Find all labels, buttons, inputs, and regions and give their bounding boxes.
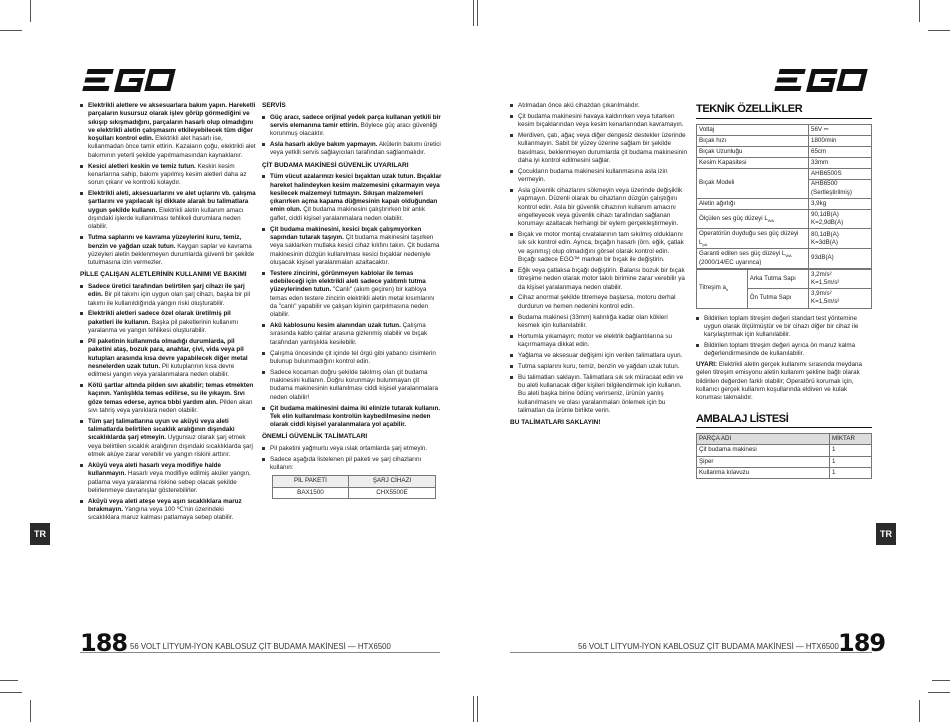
packing-list-table xyxy=(696,433,872,479)
table-header: PİL PAKETİ xyxy=(273,476,349,487)
list-item-text: Bir pil takımı için uygun olan şarj cihazı, başka bir pil takımı ile kullanıldığında yangın riski oluşturabilir. xyxy=(88,291,251,307)
list-item xyxy=(80,163,256,188)
list-item xyxy=(262,141,442,158)
list-item-text: Sadece kocaman doğru şekilde takılmış olan çit budama makinesini kullanın. Doğru korunmayı bulunmayan çit budama makinesinin kullanılması ciddi kişisel yaralanmalara neden olabilir! xyxy=(270,368,438,401)
list-item-bold: Aküyü veya aleti hasarlı veya modifiye halde kullanmayın. xyxy=(88,461,221,478)
right-column-2 xyxy=(696,102,872,479)
list-item-text: Akülerin bakımı üretici veya yetkili servis sağlayıcıları tarafından sağlanmalıdır. xyxy=(270,141,441,157)
list-item-text: Çit budama makinesini çalıştırırken bir anlık gaflet, ciddi kişisel yaralanmalara neden olabilir. xyxy=(270,206,426,222)
list-item-bold: Çit budama makinesini daima iki elinizle tutarak kullanın. Tek elin kullanılması kontrolün kaybedilmesine neden olarak ciddi kişisel yaralanmalara yol açabilir. xyxy=(270,404,441,429)
list-item xyxy=(80,382,256,415)
vibration-value xyxy=(809,269,872,288)
spec-value: 1800/min xyxy=(809,135,872,146)
list-item xyxy=(80,338,256,379)
list-item: Cihaz anormal şekilde titremeye başlarsa, motoru derhal durdurun ve hemen nedenini kontrol edin. xyxy=(510,294,688,311)
list-item-text: Elektrikli alet hasarlı ise, kullanmadan önce tamir ettirin. Kazaların çoğu, elektrikli alet bakımının yeterli şekilde yapılmamasından kaynaklanır. xyxy=(88,135,256,159)
left-column-2 xyxy=(262,102,442,499)
spec-subscript: WA xyxy=(767,218,775,224)
list-item xyxy=(262,369,442,402)
list-item: Bildirilen toplam titreşim değeri standart test yöntemine uygun olarak ölçülmüştür ve bir cihazı diğer bir cihaz ile karşılaştırmak için kullanılabilir. xyxy=(696,315,872,340)
list-item-text: "Canlı" (akım geçiren) bir kabloya temas eden testere zincirin elektrikli aletin metal kısımlarını da "canlı" yapabilir ve çalışan kişinin çarpılmasına neden olabilir. xyxy=(270,286,435,319)
list-item xyxy=(262,456,442,473)
spec-value: 93dB(A) xyxy=(809,249,872,269)
list-item-bold: Elektrikli aleti, aksesuarlarını ve alet uçlarını vb. çalışma şartlarını ve yapılacak işi dikkate alarak bu talimatlara uygun şekilde kullanın. xyxy=(88,190,256,214)
list-item-bold: Elektrikli aletlere ve aksesuarlara bakım yapın. Hareketli parçaların kusursuz olarak işlev görüp görmediğini ve sıkışıp sıkışmadığını, parçaların hasarlı olup olmadığını ve elektrikli aletin çalışmasını etkileyebilecek tüm diğer koşulları kontrol edin. xyxy=(88,102,256,143)
vibration-table xyxy=(696,269,872,309)
spec-value xyxy=(809,210,872,229)
spec-label: Kesim Kapasitesi xyxy=(697,158,809,169)
warning-text: Elektrikli aletin gerçek kullanımı sırasında meydana gelen titreşim emisyonu aletin kullanım şekline bağlı olarak bildirilen değerden farklı olabilir; Operatörü korumak için, kullanıcı gerçek kullanım koşullarında eldiven ve kulak koruması takmalıdır. xyxy=(696,361,863,402)
spec-label: Aletin ağırlığı xyxy=(697,198,809,209)
list-item-bold: Tutma saplarını ve kavrama yüzeylerini kuru, temiz, benzin ve yağdan uzak tutun. xyxy=(88,234,242,250)
spec-label-text: Operatörün duyduğu ses güç düzeyi L xyxy=(699,230,799,246)
spec-label xyxy=(697,210,809,229)
table-header: ŞARJ CİHAZI xyxy=(348,476,435,487)
list-item-text: Pilden akan sıvı tahriş veya yanıklara neden olabilir. xyxy=(88,398,253,414)
spec-value-line: AHB6500S xyxy=(809,169,871,180)
packing-list-title: AMBALAJ LİSTESİ xyxy=(696,412,872,429)
spec-label xyxy=(697,229,809,249)
list-item xyxy=(80,190,256,231)
list-item xyxy=(262,226,442,267)
table-cell: 1 xyxy=(830,467,872,478)
list-item-text: Kaygan saplar ve kavrama yüzeyleri aletin beklenmeyen durumlarda güvenli bir şekilde tutulmasına izin vermezler. xyxy=(88,242,255,267)
specs-title: TEKNİK ÖZELLİKLER xyxy=(696,102,872,119)
spec-subscript: pA xyxy=(702,241,708,247)
vibration-value-line: 3,9m/s² xyxy=(811,290,832,298)
spec-label xyxy=(697,249,809,269)
spec-label: Bıçak Modeli xyxy=(697,169,809,199)
list-item xyxy=(80,310,256,335)
list-item: Bildirilen toplam titreşim değeri ayrıca ön maruz kalma değerlendirmesinde de kullanılabilir. xyxy=(696,342,872,359)
table-cell: Çit budama makinesi xyxy=(697,445,830,456)
list-item-text: Çit budama makinesini taşırken veya saklarken mutlaka kesici cihaz kılıfını takın. Çit budama makinesinin düzgün kullanılması kesici bıçaklar nedeniyle oluşacak kişisel yaralanmaları azaltacaktır. xyxy=(270,233,440,266)
section-heading-important-safety: ÖNEMLİ GÜVENLİK TALİMATLARI xyxy=(262,433,368,441)
list-item-text: Pil kutuplarının kısa devre edilmesi yangın veya yaralanmalara neden olabilir. xyxy=(88,362,235,379)
list-item-text: Sadece aşağıda listelenen pil paketi ve şarj cihazlarını kullanın: xyxy=(270,455,422,472)
vibration-value-line: K=1,5m/s² xyxy=(811,278,840,286)
list-item xyxy=(80,102,256,160)
list-item-text: Elektrikli aletin kullanım amacı dışındaki işlerde kullanılması tehlikeli durumlara neden olabilir. xyxy=(88,206,244,231)
language-tab-left: TR xyxy=(30,523,50,545)
list-item-bold: Elektrikli aletleri sadece özel olarak üretilmiş pil paketleri ile kullanın. xyxy=(88,310,231,326)
list-item: Yağlama ve aksesuar değişimi için verilen talimatlara uyun. xyxy=(510,352,688,360)
vibration-value-line: 3,2m/s² xyxy=(811,270,832,278)
list-item xyxy=(262,114,442,139)
vibration-subscript: h xyxy=(725,287,729,293)
page-number-right: 189 xyxy=(838,629,886,657)
section-heading-hedge-trimmer-warnings: ÇİT BUDAMA MAKİNESİ GÜVENLİK UYARILARI xyxy=(262,161,409,169)
list-item-text: Çalışma sırasında kablo çalılar arasına gizlenmiş olabilir ve bıçak tarafından yanlışlıkla kesilebilir. xyxy=(270,322,428,346)
table-cell: Kullanma kılavuzu xyxy=(697,467,830,478)
list-item: Asla güvenlik cihazlarını sökmeyin veya üzerinde değişiklik yapmayın. Düzenli olarak bu cihazların düzgün çalıştığını kontrol edin. Asla bir güvenlik cihazının kullanım amacını engelleyecek veya güvenlik cihazı tarafından sağlanan korumayı azaltacak herhangi bir eylem gerçekleştirmeyin. xyxy=(510,187,688,228)
list-item xyxy=(80,498,256,523)
list-item-bold: Çit budama makinesini, kesici bıçak çalışmıyorken sapından tutarak taşıyın. xyxy=(270,225,422,241)
spec-subscript: WA xyxy=(785,253,792,259)
footer-rule-left xyxy=(80,652,440,653)
spec-label: Voltaj xyxy=(697,124,809,135)
list-item: Çocukların budama makinesini kullanmasına asla izin vermeyin. xyxy=(510,168,688,185)
list-item-bold: Tüm şarj talimatlarına uyun ve aküyü veya aleti talimatlarda belirtilen sıcaklık aralığının dışındaki sıcaklıklarda şarj etmeyin. xyxy=(88,417,235,442)
list-item-text: Böylece güç aracı güvenliği korunmuş olacaktır. xyxy=(270,121,438,138)
spec-label-extra: (2000/14/EC uyarınca) xyxy=(699,258,762,266)
list-item-bold: Asla hasarlı aküye bakım yapmayın. xyxy=(270,141,378,149)
list-item-text: Hasarlı veya modifiye edilmiş aküler yangın, patlama veya yaralanma riskine sebep olacak şekilde belirlenmeye davranışlar gösterebilirler. xyxy=(88,470,251,494)
table-cell: 1 xyxy=(830,456,872,467)
table-cell: 1 xyxy=(830,445,872,456)
list-item-bold: Aküyü veya aleti ateşe veya aşırı sıcaklıklara maruz bırakmayın. xyxy=(88,497,242,513)
ego-logo xyxy=(80,68,176,92)
list-item xyxy=(262,322,442,347)
footer-rule-right xyxy=(510,652,872,653)
list-item-bold: Kötü şartlar altında pilden sıvı akabilir; temas etmekten kaçının. Yanlışlıkla temas edilirse, su ile yıkayın. Sıvı göze temas ederse, ayrıca tıbbi yardım alın. xyxy=(88,382,254,406)
spec-value-line: AHB6500 (Sertleştirilmiş) xyxy=(811,180,852,196)
vibration-value-line: K=1,5m/s² xyxy=(811,298,840,306)
save-instructions-heading: BU TALİMATLARI SAKLAYIN! xyxy=(510,419,601,427)
table-header: MİKTAR xyxy=(830,434,872,445)
list-item xyxy=(80,462,256,495)
list-item xyxy=(262,270,442,320)
list-item-text: Başka pil paketlerinin kullanımı yaralanma ve yangın tehlikesi oluşturabilir. xyxy=(88,318,239,335)
vibration-handle: Ön Tutma Sapı xyxy=(747,289,808,308)
list-item-text: Uygunsuz olarak şarj etmek veya belirtilen sıcaklık aralığının dışındaki sıcaklıklarda şarj etmek aküye zarar verebilir ve yangın riskini arttırır. xyxy=(88,434,253,459)
list-item xyxy=(80,418,256,459)
table-cell: Şiper xyxy=(697,456,830,467)
list-item: Hortumla yıkamayın; motor ve elektrik bağlantılarına su kaçırmamaya dikkat edin. xyxy=(510,333,688,350)
list-item-bold: Tüm vücut azalarınızı kesici bıçaktan uzak tutun. Bıçaklar hareket halindeyken kesim malzemesini çıkarmayın veya kesilecek malzemeyi tutmayın. Sıkışan malzemeleri çıkarırken açma kapama düğmesinin kapalı olduğundan emin olun. xyxy=(270,173,442,214)
spec-label: Bıçak hızı xyxy=(697,135,809,146)
list-item: Atılmadan önce akü cihazdan çıkarılmalıdır. xyxy=(510,102,688,110)
list-item-bold: Pil paketinin kullanımda olmadığı durumlarda, pil paketini ataş, bozuk para, anahtar, çivi, vida veya pil kutupları arasında kısa devre yapabilecek diğer metal nesnelerden uzak tutun. xyxy=(88,337,248,370)
vibration-label xyxy=(697,269,748,308)
warning-paragraph xyxy=(696,361,872,402)
spec-value-line: K=3dB(A) xyxy=(811,238,838,246)
list-item xyxy=(262,173,442,223)
list-item: Budama makinesi (33mm) kalınlığa kadar olan kökleri kesmek için kullanılabilir. xyxy=(510,314,688,331)
footer-right: 56 VOLT LİTYUM-İYON KABLOSUZ ÇİT BUDAMA MAKİNESİ — HTX6500 xyxy=(578,642,839,651)
list-item-bold: Akü kablosunu kesim alanından uzak tutun. xyxy=(270,322,401,330)
left-column-1 xyxy=(80,102,256,525)
vibration-label-text: Titreşim a xyxy=(699,284,726,292)
language-tab-right: TR xyxy=(876,523,896,545)
list-item xyxy=(262,445,442,453)
spec-value: 65cm xyxy=(809,146,872,157)
spec-label-text: Ölçülen ses güç düzeyi L xyxy=(699,214,768,222)
list-item: Bu talimatları saklayın. Talimatlara sık sık müracaat edin ve bu aleti kullanacak diğer kişileri bilgilendirmek için kullanın. Bu aleti başka birine ödünç verirseniz, ürünün yanlış kullanılmasını ve olası yaralanmaları önlemek için bu talimatları da ürünle birlikte verin. xyxy=(510,374,688,415)
list-item: Tutma saplarını kuru, temiz, benzin ve yağdan uzak tutun. xyxy=(510,363,688,371)
spec-value: 56V ⎓ xyxy=(809,124,872,135)
list-item-text: Yangına veya 100 ℃'nin üzerindeki sıcaklıklara maruz kalması patlamaya sebep olabilir. xyxy=(88,505,234,522)
spec-value: 33mm xyxy=(809,158,872,169)
warning-label: UYARI: xyxy=(696,361,718,369)
list-item-bold: Güç aracı, sadece orijinal yedek parça kullanan yetkili bir servis elemanına tamir ettirin. xyxy=(270,113,441,129)
list-item-text: Keskin kesim kenarlarına sahip, bakımı yapılmış kesim aletleri daha az sorun çıkarır ve kontrolü kolaydır. xyxy=(88,162,247,187)
right-column-1 xyxy=(510,102,688,431)
spec-value xyxy=(809,229,872,249)
table-cell: CHX5500E xyxy=(348,487,435,498)
spec-value-line: K=2,9dB(A) xyxy=(811,219,844,227)
spec-value xyxy=(809,169,872,199)
list-item-bold: Testere zincirini, görünmeyen kablolar ile temas edebileceği için elektrikli aleti sadece yalıtımlı tutma yüzeylerinden tutun. xyxy=(270,269,426,294)
specs-table xyxy=(696,124,872,269)
list-item: Eğik veya çatlaksa bıçağı değiştirin. Balansı bozuk bir bıçak titreşime neden olarak motor takılı birimine zarar verebilir ya da kişisel yaralanmaya neden olabilir. xyxy=(510,267,688,292)
list-item: Merdiven, çatı, ağaç veya diğer dengesiz destekler üzerinde kullanmayın. Sabit bir yüzey üzerine sağlam bir şekilde basılması, beklenmeyen durumlarda çit budama makinesinin daha iyi kontrol edilmesini sağlar. xyxy=(510,132,688,165)
ego-logo xyxy=(772,68,868,92)
list-item xyxy=(80,234,256,267)
list-item-text: Pil paketini yağmurlu veya ıslak ortamlarda şarj etmeyin. xyxy=(270,444,428,452)
battery-charger-table xyxy=(272,475,436,499)
list-item: Çit budama makinesini havaya kaldırırken veya tutarken kesim bıçaklarından veya kesim kenarlarından kavramayın. xyxy=(510,113,688,130)
page-number-left: 188 xyxy=(80,629,128,657)
vibration-value xyxy=(809,289,872,308)
spec-value-line: 80,1dB(A) xyxy=(811,230,839,238)
list-item-text: Çalışma öncesinde çit içinde tel örgü gibi yabancı cisimlerin bulunup bulunmadığını kontrol edin. xyxy=(270,349,436,365)
section-heading-battery: PİLLE ÇALIŞAN ALETLERİNİN KULLANIMI VE BAKIMI xyxy=(80,271,247,279)
spec-label: Bıçak Uzunluğu xyxy=(697,146,809,157)
list-item: Bıçak ve motor montaj cıvatalarının tam sıkılmış olduklarını sık sık kontrol edin. Ayrıca, bıçağın hasarlı (örn. eğik, çatlak ve aşınmış) olup olmadığını görsel olarak kontrol edin. Bıçağı sadece EGO™ markalı bir bıçak ile değiştirin. xyxy=(510,231,688,264)
spec-label-text: Garanti edilen ses güç düzeyi L xyxy=(699,250,786,258)
table-header: PARÇA ADI xyxy=(697,434,830,445)
spec-value-line: 90,1dB(A) xyxy=(811,211,839,219)
list-item xyxy=(262,350,442,367)
spec-value: 3,9kg xyxy=(809,198,872,209)
section-heading-service: SERVİS xyxy=(262,102,286,109)
table-cell: BAX1500 xyxy=(273,487,349,498)
list-item xyxy=(80,283,256,308)
list-item xyxy=(262,405,442,430)
vibration-handle: Arka Tutma Sapı xyxy=(747,269,808,288)
list-item-bold: Sadece üretici tarafından belirtilen şarj cihazı ile şarj edin. xyxy=(88,283,245,299)
footer-left: 56 VOLT LİTYUM-İYON KABLOSUZ ÇİT BUDAMA MAKİNESİ — HTX6500 xyxy=(130,642,391,651)
list-item-bold: Kesici aletleri keskin ve temiz tutun. xyxy=(88,162,196,170)
